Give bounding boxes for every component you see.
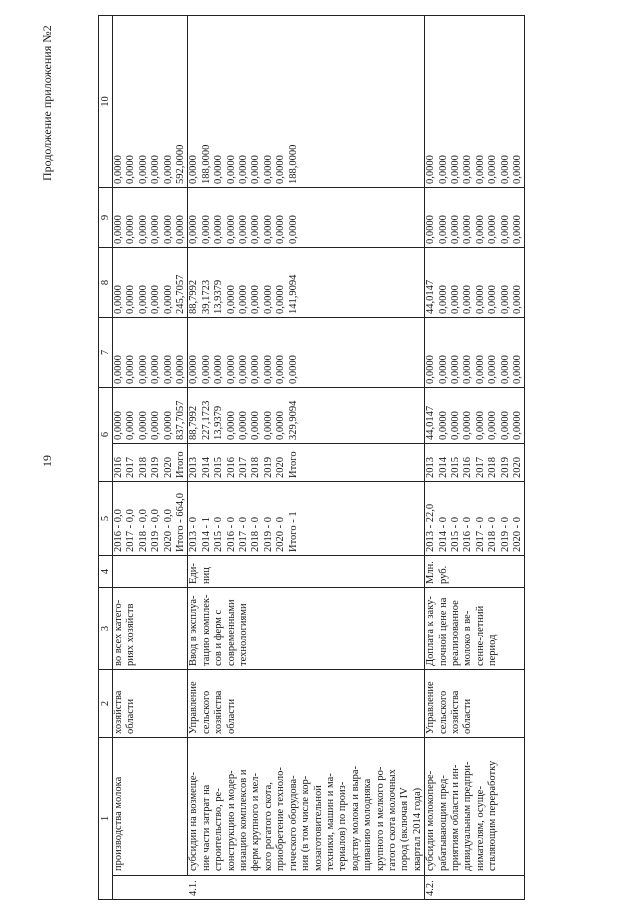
indicator: Ввод в эксплуа- тацию комплек- сов и ферм с современными технологиями — [188, 588, 425, 670]
regional-funding: 0,0000 0,0000 0,0000 0,0000 0,0000 245,7057 — [113, 248, 188, 318]
row-number — [113, 876, 188, 900]
table-row — [425, 16, 525, 900]
col-header-7: 7 — [99, 318, 113, 388]
col-header-10: 10 — [99, 16, 113, 188]
local-funding: 0,0000 0,0000 0,0000 0,0000 0,0000 0,0000 — [113, 188, 188, 248]
measure-name: субсидии на возмеще- ние части затрат на строительство, ре- конструкцию и модер- низацию комплексов и ферм крупного и мел- кого рогатого скота, приобретение техноло- гического оборудова- ния (в том числе кор- мозаготовительной техники, машин и ма- териалов) по произ- водству молока и выра- щиванию молодняка крупного и мелкого ро- гатого скота молочных пород (включая IV квартал 2014 года) — [188, 738, 425, 876]
unit — [113, 556, 188, 588]
table-row — [188, 16, 425, 900]
measure-name: субсидии молокопере- рабатывающим пред- приятиям области и ин- дивидуальным предпри- нимателям, осуще- ствляющим переработку — [425, 738, 525, 876]
years: 2013 2014 2015 2016 2017 2018 2019 2020 — [425, 444, 525, 482]
col-header-2: 2 — [99, 670, 113, 738]
total-funding: 44,0147 0,0000 0,0000 0,0000 0,0000 0,0000 0,0000 0,0000 — [425, 388, 525, 444]
years: 2013 2014 2015 2016 2017 2018 2019 2020 Итого — [188, 444, 425, 482]
federal-funding: 0,0000 0,0000 0,0000 0,0000 0,0000 0,0000 0,0000 0,0000 0,0000 — [188, 318, 425, 388]
program-table — [98, 15, 525, 900]
executor: Управление сельского хозяйства области — [425, 670, 525, 738]
local-funding: 0,0000 0,0000 0,0000 0,0000 0,0000 0,0000 0,0000 0,0000 — [425, 188, 525, 248]
executor: Управление сельского хозяйства области — [188, 670, 425, 738]
indicator: Доплата к заку- почной цене на реализованное молоко в ве- сенне-летний период — [425, 588, 525, 670]
regional-funding: 88,7992 39,1723 13,9379 0,0000 0,0000 0,0000 0,0000 0,0000 141,9094 — [188, 248, 425, 318]
total-funding: 88,7992 227,1723 13,9379 0,0000 0,0000 0,0000 0,0000 0,0000 329,9094 — [188, 388, 425, 444]
executor: хозяйства области — [113, 670, 188, 738]
total-funding: 0,0000 0,0000 0,0000 0,0000 0,0000 837,7057 — [113, 388, 188, 444]
target-values: 2013 - 0 2014 - 1 2015 - 0 2016 - 0 2017 - 0 2018 - 0 2019 - 0 2020 - 0 Итого - 1 — [188, 482, 425, 556]
target-values: 2013 - 22,0 2014 - 0 2015 - 0 2016 - 0 2017 - 0 2018 - 0 2019 - 0 2020 - 0 — [425, 482, 525, 556]
page-number: 19 — [40, 455, 54, 467]
years: 2016 2017 2018 2019 2020 Итого — [113, 444, 188, 482]
indicator: во всех катего- риях хозяйств — [113, 588, 188, 670]
col-header-3: 3 — [99, 588, 113, 670]
col-header-9: 9 — [99, 188, 113, 248]
header-row — [99, 16, 113, 900]
other-funding: 0,0000 0,0000 0,0000 0,0000 0,0000 592,0000 — [113, 16, 188, 188]
unit: Млн. руб. — [425, 556, 525, 588]
other-funding: 0,0000 188,0000 0,0000 0,0000 0,0000 0,0000 0,0000 0,0000 188,0000 — [188, 16, 425, 188]
table-row — [113, 16, 188, 900]
col-header-4: 4 — [99, 556, 113, 588]
unit: Еди- ниц — [188, 556, 425, 588]
col-header-6: 6 — [99, 388, 113, 482]
target-values: 2016 - 0,0 2017 - 0,0 2018 - 0,0 2019 - 0,0 2020 - 0,0 Итого - 664,0 — [113, 482, 188, 556]
federal-funding: 0,0000 0,0000 0,0000 0,0000 0,0000 0,0000 — [113, 318, 188, 388]
regional-funding: 44,0147 0,0000 0,0000 0,0000 0,0000 0,0000 0,0000 0,0000 — [425, 248, 525, 318]
row-number: 4.2. — [425, 876, 525, 900]
continuation-caption: Продолжение приложения №2 — [40, 25, 54, 181]
col-header-8: 8 — [99, 248, 113, 318]
col-header-5: 5 — [99, 482, 113, 556]
other-funding: 0,0000 0,0000 0,0000 0,0000 0,0000 0,0000 0,0000 0,0000 — [425, 16, 525, 188]
local-funding: 0,0000 0,0000 0,0000 0,0000 0,0000 0,0000 0,0000 0,0000 0,0000 — [188, 188, 425, 248]
col-header-1: 1 — [99, 738, 113, 900]
measure-name: производства молока — [113, 738, 188, 876]
row-number: 4.1. — [188, 876, 425, 900]
federal-funding: 0,0000 0,0000 0,0000 0,0000 0,0000 0,0000 0,0000 0,0000 — [425, 318, 525, 388]
